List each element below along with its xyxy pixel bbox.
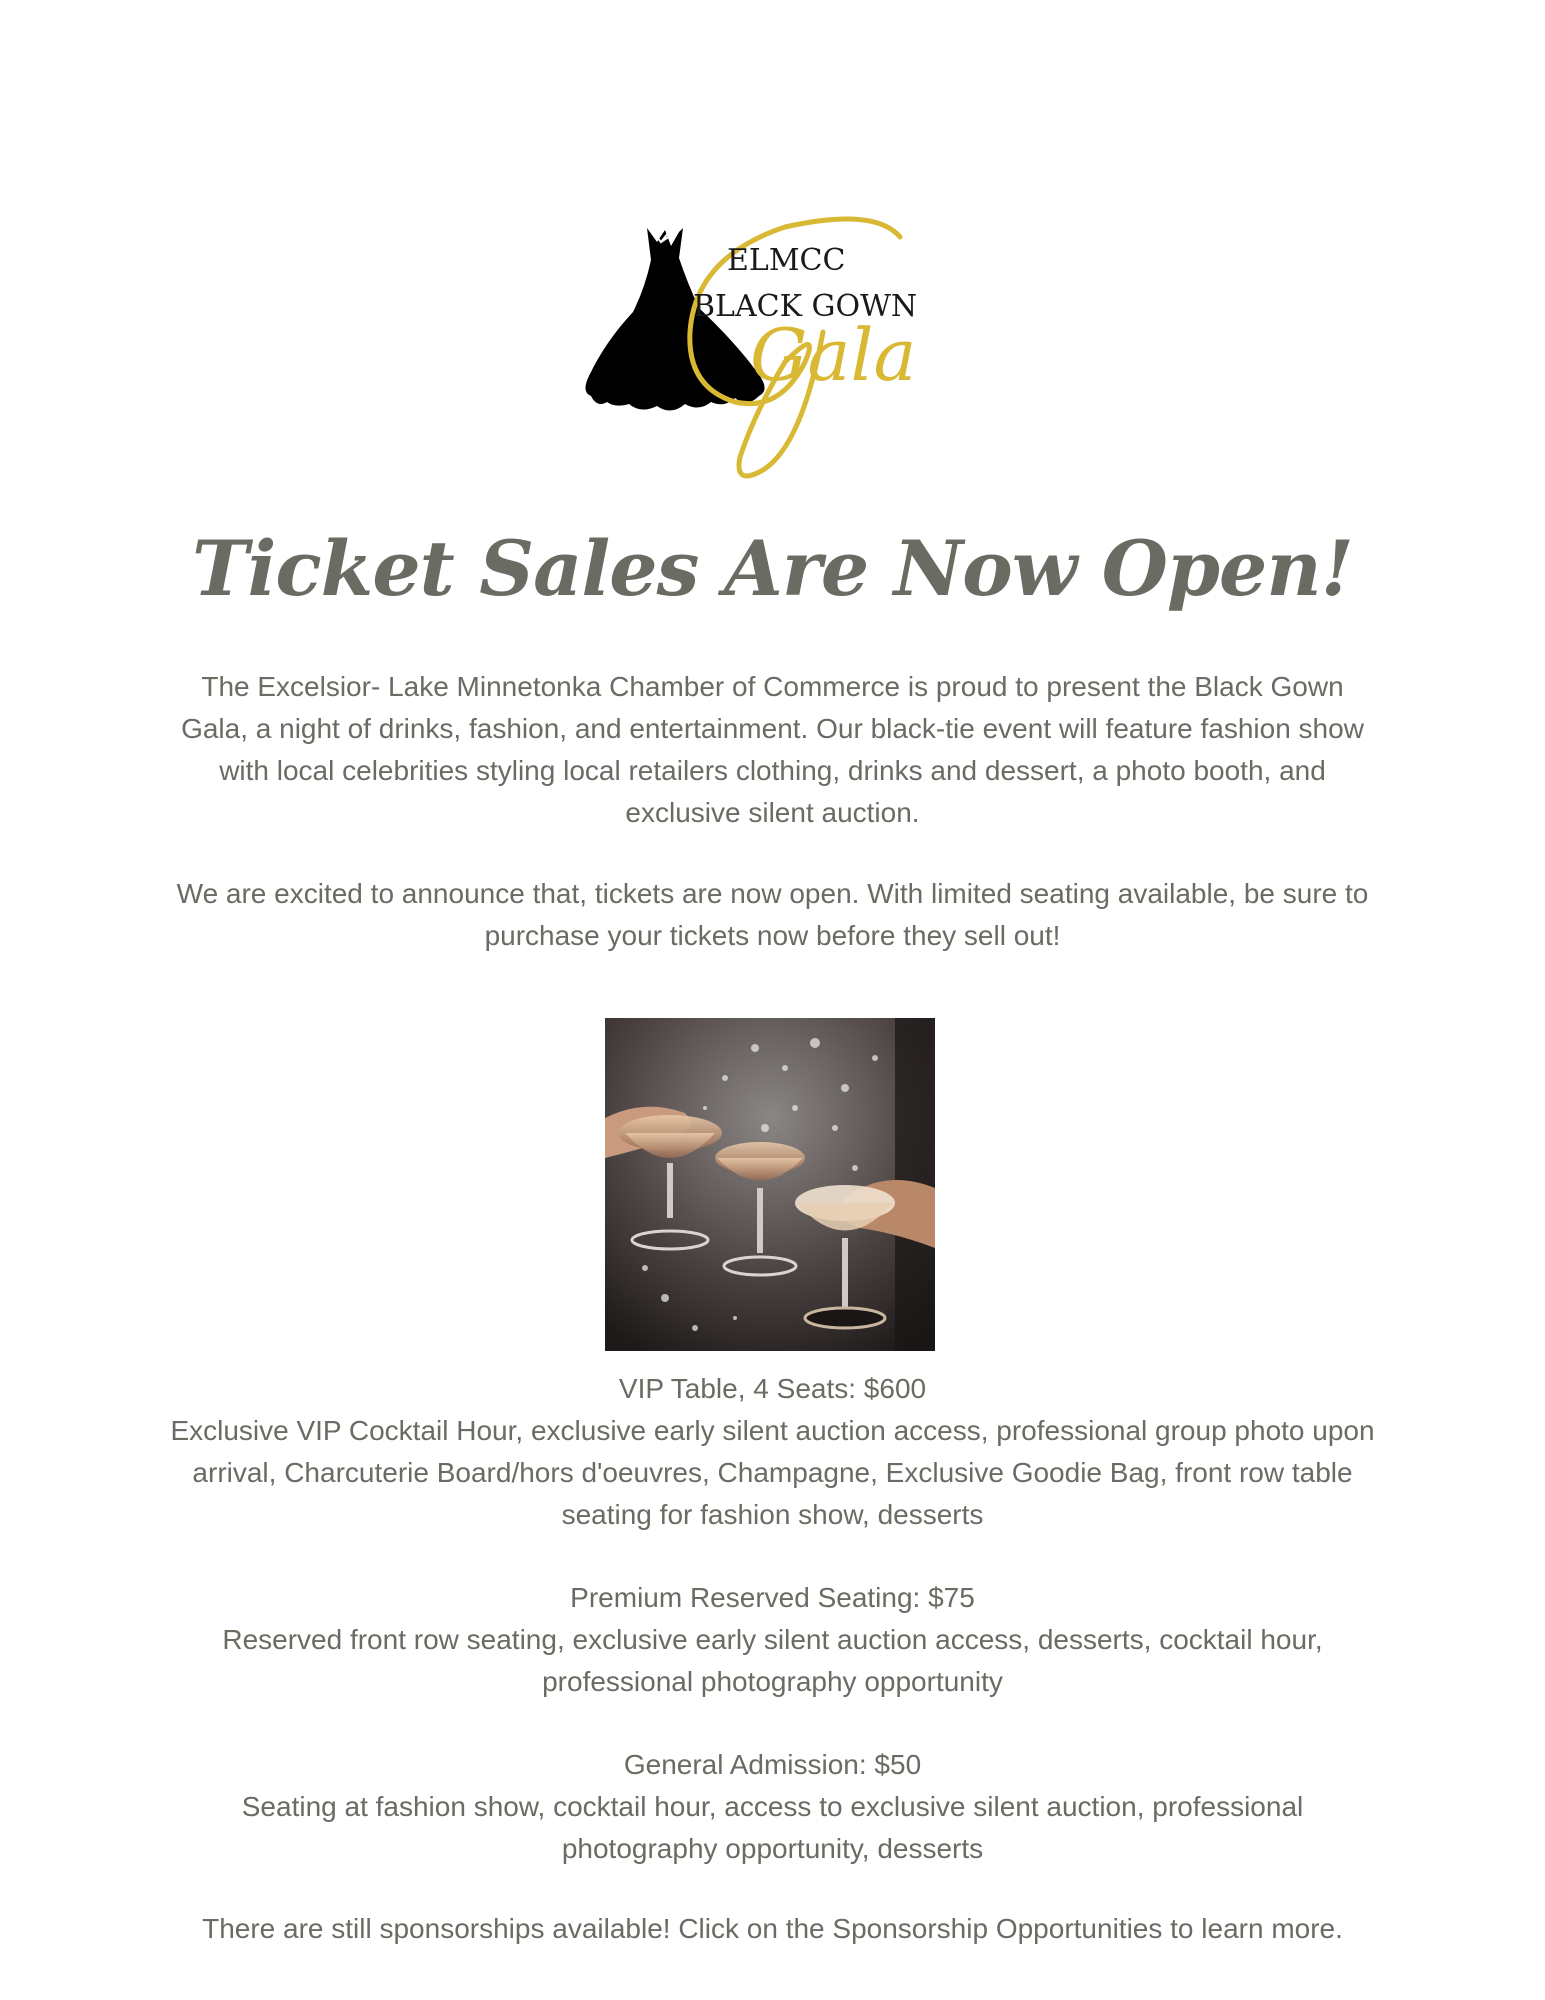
- tier-description: Seating at fashion show, cocktail hour, access to exclusive silent auction, professional photography opportunity, desserts: [241, 1791, 1304, 1864]
- tier-title: General Admission: $50: [623, 1749, 922, 1780]
- sponsorship-text: There are still sponsorships available! Click on the Sponsorship Opportunities to learn more.: [202, 1913, 1343, 1944]
- tier-title: VIP Table, 4 Seats: $600: [618, 1373, 927, 1404]
- intro-paragraph: [170, 666, 1375, 834]
- announcement-text: We are excited to announce that, tickets are now open. With limited seating available, be sure to purchase your tickets now before they sell out!: [176, 878, 1369, 951]
- tier-description: Reserved front row seating, exclusive early silent auction access, desserts, cocktail hour, professional photography opportunity: [222, 1624, 1323, 1697]
- elmcc-gala-logo: [575, 212, 955, 487]
- announcement-paragraph: [170, 873, 1375, 957]
- tier-title: Premium Reserved Seating: $75: [570, 1582, 975, 1613]
- sponsorship-note: [170, 1908, 1375, 1950]
- tier-premium: [170, 1577, 1375, 1703]
- tier-description: Exclusive VIP Cocktail Hour, exclusive early silent auction access, professional group photo upon arrival, Charcuterie Board/hors d'oeuvres, Champagne, Exclusive Goodie Bag, front row table seating for fashion show, desserts: [170, 1415, 1375, 1530]
- tier-general: [170, 1744, 1375, 1870]
- tier-vip: [170, 1368, 1375, 1536]
- intro-text: The Excelsior- Lake Minnetonka Chamber of Commerce is proud to present the Black Gown Gala, a night of drinks, fashion, and entertainment. Our black-tie event will feature fashion show with local celebrities styling local retailers clothing, drinks and dessert, a photo booth, and exclusive silent auction.: [181, 671, 1364, 828]
- page-title: Ticket Sales Are Now Open!: [191, 524, 1354, 613]
- logo-script-gala: Gala: [750, 313, 917, 397]
- champagne-toast-photo: [605, 1018, 935, 1351]
- logo-line-black-gown: BLACK GOWN: [693, 289, 918, 324]
- ticket-tiers: [170, 1368, 1375, 1911]
- logo-line-elmcc: ELMCC: [727, 243, 846, 278]
